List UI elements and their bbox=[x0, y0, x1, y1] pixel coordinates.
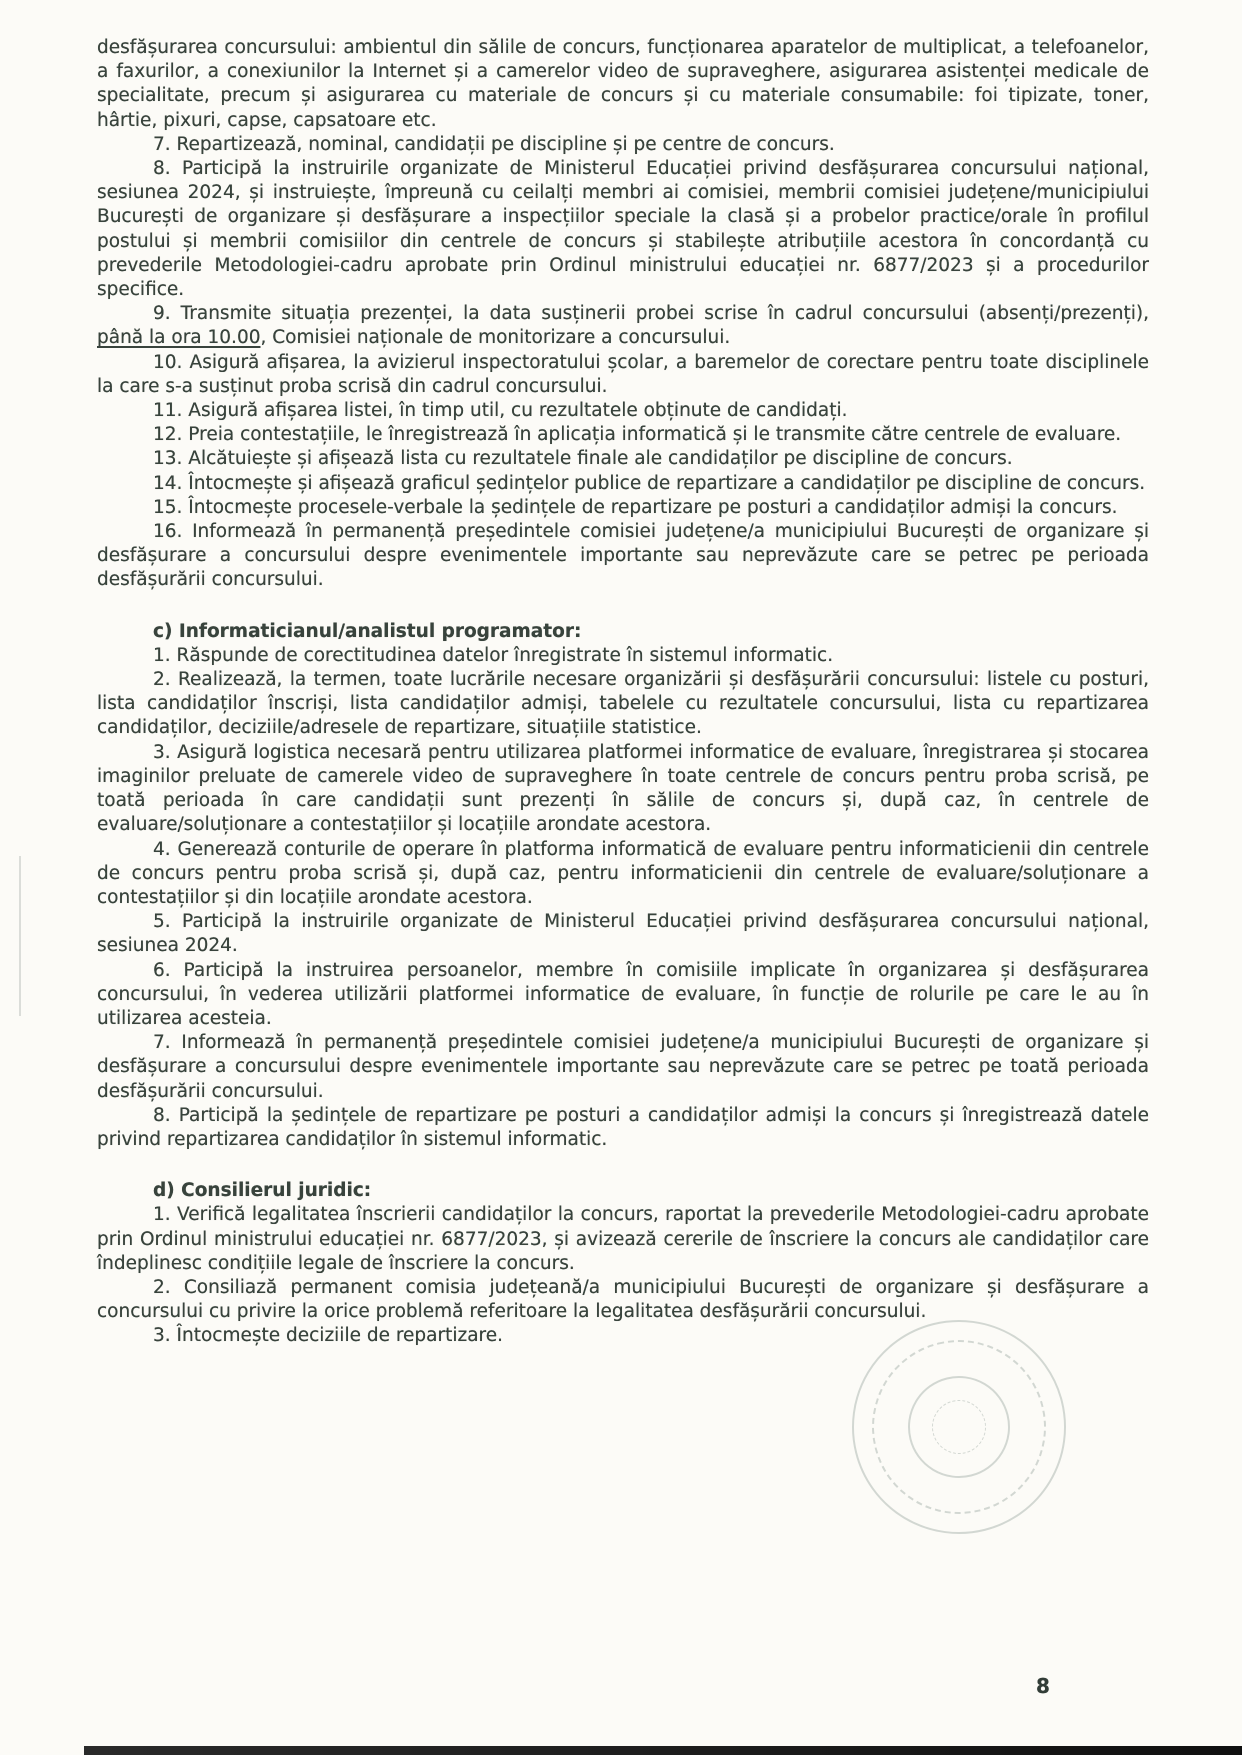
paragraph bbox=[97, 741, 1149, 838]
text-run: d) Consilierul juridic: bbox=[153, 1180, 372, 1202]
stamp-text-ring bbox=[854, 1322, 1065, 1533]
text-run: 2. Consiliază permanent comisia județeană/a municipiului București de organizare și desfășurare a concursului cu privire la orice problemă referitoare la legalitatea desfășurării concursului. bbox=[97, 1276, 1149, 1323]
text-run: 16. Informează în permanență președintele comisiei județene/a municipiului București de organizare și desfășurare a concursului despre evenimentele importante sau neprevăzute care se petrec pe perioada desfășurării concursului. bbox=[97, 521, 1149, 591]
stamp-core-ring bbox=[926, 1394, 991, 1459]
paragraph bbox=[97, 36, 1149, 133]
paragraph bbox=[97, 496, 1149, 520]
text-run: , Comisiei naționale de monitorizare a concursului. bbox=[260, 327, 731, 349]
paragraph bbox=[97, 959, 1149, 1032]
paragraph bbox=[97, 472, 1149, 496]
text-run: 1. Verifică legalitatea înscrierii candidaților la concurs, raportat la prevederile Metodologiei-cadru aprobate prin Ordinul ministrului educației nr. 6877/2023, și avizează cererile de înscriere la concurs ale candidaților care îndeplinesc condițiile legale de înscriere la concurs. bbox=[97, 1204, 1149, 1274]
text-run: 8. Participă la ședințele de repartizare pe posturi a candidaților admiși la concurs și înregistrează datele privind repartizarea candidaților în sistemul informatic. bbox=[97, 1104, 1149, 1150]
paragraph bbox=[97, 302, 1149, 350]
text-run: 11. Asigură afișarea listei, în timp util, cu rezultatele obținute de candidați. bbox=[153, 400, 848, 422]
paragraph bbox=[97, 838, 1149, 911]
text-run: 7. Informează în permanență președintele comisiei județene/a municipiului București de organizare și desfășurare a concursului despre evenimentele importante sau neprevăzute care se petrec pe toată perioada desfășurării concursului. bbox=[97, 1032, 1149, 1102]
text-run: 9. Transmite situația prezenței, la data susținerii probei scrise în cadrul concursului (absenți/prezenți), bbox=[153, 303, 1149, 325]
text-run: 4. Generează conturile de operare în platforma informatică de evaluare pentru informaticienii din centrele de concurs pentru proba scrisă și, după caz, pentru informaticienii din centrele de evaluare/soluționare a contestațiilor și din locațiile arondate acestora. bbox=[97, 838, 1149, 908]
paragraph bbox=[97, 644, 1149, 668]
paragraph bbox=[97, 351, 1149, 399]
text-run: 12. Preia contestațiile, le înregistrează în aplicația informatică și le transmite către centrele de evaluare. bbox=[153, 424, 1122, 446]
paragraph bbox=[97, 668, 1149, 741]
paragraph bbox=[97, 157, 1149, 302]
page-number: 8 bbox=[1036, 1674, 1050, 1698]
paragraph bbox=[97, 447, 1149, 471]
section-heading bbox=[97, 620, 1149, 644]
paragraph bbox=[97, 1104, 1149, 1152]
paragraph bbox=[97, 1031, 1149, 1104]
text-run: 6. Participă la instruirea persoanelor, membre în comisiile implicate în organizarea și desfășurarea concursului, în vederea utilizării platformei informatice de evaluare, în funcție de rolurile pe care le au în utilizarea acesteia. bbox=[97, 959, 1149, 1029]
text-run: 8. Participă la instruirile organizate de Ministerul Educației privind desfășurarea concursului național, sesiunea 2024, și instruiește, împreună cu ceilalți membri ai comisiei, membrii comisiei județene/municipiului București de organizare și desfășurare a inspecțiilor speciale la clasă și a probelor practice/orale în profilul postului și membrii comisiilor din centrele de concurs și stabilește atribuțiile acestora în concordanță cu prevederile Metodologiei-cadru aprobate prin Ordinul ministrului educației nr. 6877/2023 și a procedurilor specifice. bbox=[97, 158, 1149, 301]
section-heading bbox=[97, 1179, 1149, 1203]
paragraph bbox=[97, 1276, 1149, 1324]
paragraph bbox=[97, 399, 1149, 423]
paragraph bbox=[97, 1203, 1149, 1276]
paragraph bbox=[97, 520, 1149, 593]
text-run: 14. Întocmește și afișează graficul ședințelor publice de repartizare a candidaților pe discipline de concurs. bbox=[153, 472, 1146, 494]
document-body bbox=[97, 36, 1149, 1349]
text-run: 2. Realizează, la termen, toate lucrările necesare organizării și desfășurării concursului: listele cu posturi, lista candidaților înscriși, lista candidaților admiși, tabelele cu rezultatele concursului, lista cu repartizarea candidaților, deciziile/adresele de repartizare, situațiile statistice. bbox=[97, 669, 1149, 739]
paragraph bbox=[97, 910, 1149, 958]
text-run: c) Informaticianul/analistul programator: bbox=[153, 620, 582, 642]
scan-edge-line bbox=[19, 856, 21, 1016]
paragraph bbox=[97, 423, 1149, 447]
text-run: 1. Răspunde de corectitudinea datelor înregistrate în sistemul informatic. bbox=[153, 644, 834, 666]
text-run: 3. Întocmește deciziile de repartizare. bbox=[153, 1325, 504, 1347]
text-run: 5. Participă la instruirile organizate de Ministerul Educației privind desfășurarea concursului național, sesiunea 2024. bbox=[97, 911, 1149, 957]
scan-bottom-strip bbox=[84, 1746, 1242, 1755]
text-run: desfășurarea concursului: ambientul din sălile de concurs, funcționarea aparatelor de multiplicat, a telefoanelor, a faxurilor, a conexiunilor la Internet și a camerelor video de supraveghere, asigurarea asistenței medicale de specialitate, precum și asigurarea cu materiale de concurs și cu materiale consumabile: foi tipizate, toner, hârtie, pixuri, capse, capsatoare etc. bbox=[97, 37, 1149, 131]
text-run: 7. Repartizează, nominal, candidații pe discipline și pe centre de concurs. bbox=[153, 133, 835, 155]
underlined-text: până la ora 10.00 bbox=[97, 327, 261, 349]
text-run: 3. Asigură logistica necesară pentru utilizarea platformei informatice de evaluare, înregistrarea și stocarea imaginilor preluate de camerele video de supraveghere în toate centrele de concurs pentru proba scrisă, pe toată perioada în care candidații sunt prezenți în sălile de concurs și, după caz, în centrele de evaluare/soluționare a contestațiilor și locațiile arondate acestora. bbox=[97, 741, 1149, 836]
stamp-inner-ring bbox=[897, 1365, 1021, 1489]
paragraph bbox=[97, 133, 1149, 157]
paragraph bbox=[97, 1324, 1149, 1348]
text-run: 10. Asigură afișarea, la avizierul inspectoratului școlar, a baremelor de corectare pentru toate disciplinele la care s-a susținut proba scrisă din cadrul concursului. bbox=[97, 351, 1149, 397]
text-run: 15. Întocmește procesele-verbale la ședințele de repartizare pe posturi a candidaților admiși la concurs. bbox=[153, 496, 1118, 518]
text-run: 13. Alcătuiește și afișează lista cu rezultatele finale ale candidaților pe discipline de concurs. bbox=[153, 448, 1013, 470]
